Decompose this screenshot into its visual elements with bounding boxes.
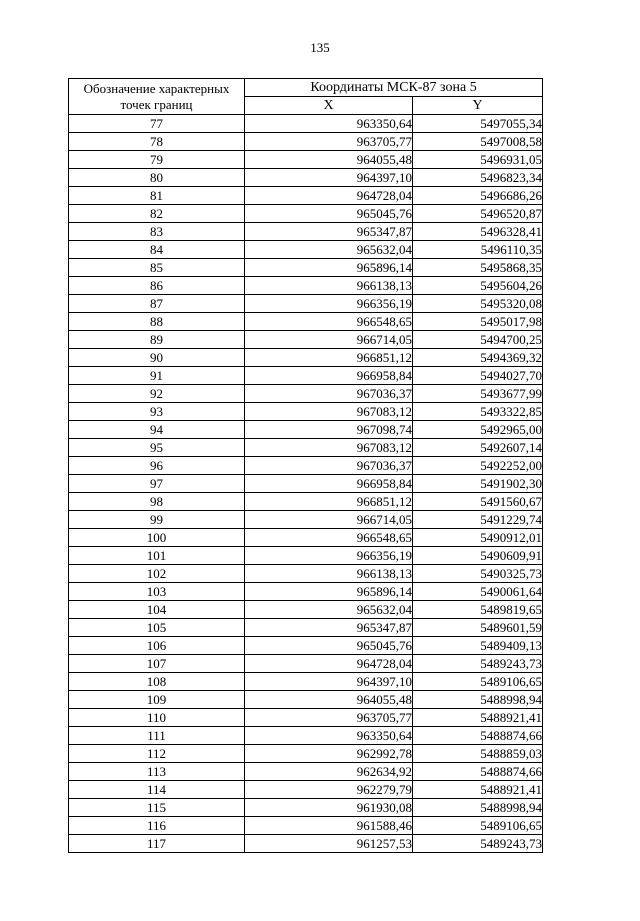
table-row bbox=[69, 151, 543, 169]
table-row bbox=[69, 313, 543, 331]
x-cell: 966851,12 bbox=[245, 349, 413, 367]
y-cell: 5492965,00 bbox=[413, 421, 543, 439]
y-cell: 5489243,73 bbox=[413, 835, 543, 853]
table-row bbox=[69, 349, 543, 367]
y-cell: 5490912,01 bbox=[413, 529, 543, 547]
point-cell: 79 bbox=[69, 151, 245, 169]
y-cell: 5489601,59 bbox=[413, 619, 543, 637]
x-cell: 963350,64 bbox=[245, 727, 413, 745]
point-cell: 95 bbox=[69, 439, 245, 457]
table-row bbox=[69, 691, 543, 709]
y-cell: 5496520,87 bbox=[413, 205, 543, 223]
x-cell: 967083,12 bbox=[245, 439, 413, 457]
table-row bbox=[69, 781, 543, 799]
table-row bbox=[69, 529, 543, 547]
point-cell: 109 bbox=[69, 691, 245, 709]
header-point-designation: Обозначение характерных точек границ bbox=[69, 79, 245, 115]
y-cell: 5496823,34 bbox=[413, 169, 543, 187]
x-cell: 963350,64 bbox=[245, 115, 413, 133]
x-cell: 967098,74 bbox=[245, 421, 413, 439]
point-cell: 115 bbox=[69, 799, 245, 817]
y-cell: 5489819,65 bbox=[413, 601, 543, 619]
y-cell: 5491560,67 bbox=[413, 493, 543, 511]
x-cell: 965896,14 bbox=[245, 259, 413, 277]
header-coordinates: Координаты МСК-87 зона 5 bbox=[245, 79, 543, 97]
table-row bbox=[69, 457, 543, 475]
point-cell: 91 bbox=[69, 367, 245, 385]
table-row bbox=[69, 187, 543, 205]
table-row bbox=[69, 295, 543, 313]
x-cell: 965632,04 bbox=[245, 241, 413, 259]
table-row bbox=[69, 493, 543, 511]
point-cell: 93 bbox=[69, 403, 245, 421]
point-cell: 107 bbox=[69, 655, 245, 673]
y-cell: 5494700,25 bbox=[413, 331, 543, 349]
x-cell: 966356,19 bbox=[245, 547, 413, 565]
table-row bbox=[69, 223, 543, 241]
x-cell: 963705,77 bbox=[245, 133, 413, 151]
point-cell: 102 bbox=[69, 565, 245, 583]
point-cell: 84 bbox=[69, 241, 245, 259]
table-row bbox=[69, 511, 543, 529]
table-row bbox=[69, 277, 543, 295]
y-cell: 5488859,03 bbox=[413, 745, 543, 763]
point-cell: 92 bbox=[69, 385, 245, 403]
x-cell: 967083,12 bbox=[245, 403, 413, 421]
table-row bbox=[69, 331, 543, 349]
table-row bbox=[69, 367, 543, 385]
y-cell: 5490061,64 bbox=[413, 583, 543, 601]
point-cell: 103 bbox=[69, 583, 245, 601]
table-row bbox=[69, 637, 543, 655]
x-cell: 965896,14 bbox=[245, 583, 413, 601]
point-cell: 86 bbox=[69, 277, 245, 295]
x-cell: 966548,65 bbox=[245, 529, 413, 547]
x-cell: 961257,53 bbox=[245, 835, 413, 853]
point-cell: 114 bbox=[69, 781, 245, 799]
x-cell: 966138,13 bbox=[245, 277, 413, 295]
point-cell: 99 bbox=[69, 511, 245, 529]
x-cell: 962992,78 bbox=[245, 745, 413, 763]
table-row bbox=[69, 583, 543, 601]
y-cell: 5497008,58 bbox=[413, 133, 543, 151]
y-cell: 5495017,98 bbox=[413, 313, 543, 331]
table-row bbox=[69, 169, 543, 187]
y-cell: 5488998,94 bbox=[413, 691, 543, 709]
x-cell: 963705,77 bbox=[245, 709, 413, 727]
point-cell: 81 bbox=[69, 187, 245, 205]
y-cell: 5488921,41 bbox=[413, 709, 543, 727]
y-cell: 5491902,30 bbox=[413, 475, 543, 493]
table-row bbox=[69, 259, 543, 277]
point-cell: 87 bbox=[69, 295, 245, 313]
x-cell: 966958,84 bbox=[245, 475, 413, 493]
table-row bbox=[69, 745, 543, 763]
x-cell: 966851,12 bbox=[245, 493, 413, 511]
coordinates-table bbox=[68, 78, 543, 853]
table-row bbox=[69, 763, 543, 781]
point-cell: 80 bbox=[69, 169, 245, 187]
x-cell: 966714,05 bbox=[245, 511, 413, 529]
y-cell: 5489106,65 bbox=[413, 817, 543, 835]
point-cell: 105 bbox=[69, 619, 245, 637]
y-cell: 5496686,26 bbox=[413, 187, 543, 205]
table-row bbox=[69, 475, 543, 493]
table-row bbox=[69, 403, 543, 421]
y-cell: 5495604,26 bbox=[413, 277, 543, 295]
y-cell: 5494369,32 bbox=[413, 349, 543, 367]
point-cell: 116 bbox=[69, 817, 245, 835]
point-cell: 85 bbox=[69, 259, 245, 277]
x-cell: 962634,92 bbox=[245, 763, 413, 781]
point-cell: 112 bbox=[69, 745, 245, 763]
table-row bbox=[69, 601, 543, 619]
header-y: Y bbox=[413, 97, 543, 115]
x-cell: 964397,10 bbox=[245, 169, 413, 187]
x-cell: 965045,76 bbox=[245, 205, 413, 223]
x-cell: 965045,76 bbox=[245, 637, 413, 655]
y-cell: 5495320,08 bbox=[413, 295, 543, 313]
y-cell: 5496931,05 bbox=[413, 151, 543, 169]
point-cell: 104 bbox=[69, 601, 245, 619]
y-cell: 5488998,94 bbox=[413, 799, 543, 817]
point-cell: 106 bbox=[69, 637, 245, 655]
y-cell: 5489243,73 bbox=[413, 655, 543, 673]
x-cell: 964055,48 bbox=[245, 691, 413, 709]
y-cell: 5496110,35 bbox=[413, 241, 543, 259]
point-cell: 77 bbox=[69, 115, 245, 133]
y-cell: 5492252,00 bbox=[413, 457, 543, 475]
table-row bbox=[69, 385, 543, 403]
point-cell: 89 bbox=[69, 331, 245, 349]
point-cell: 82 bbox=[69, 205, 245, 223]
y-cell: 5493677,99 bbox=[413, 385, 543, 403]
x-cell: 966714,05 bbox=[245, 331, 413, 349]
table-row bbox=[69, 655, 543, 673]
point-cell: 101 bbox=[69, 547, 245, 565]
y-cell: 5488874,66 bbox=[413, 763, 543, 781]
point-cell: 90 bbox=[69, 349, 245, 367]
point-cell: 111 bbox=[69, 727, 245, 745]
x-cell: 964397,10 bbox=[245, 673, 413, 691]
header-x: X bbox=[245, 97, 413, 115]
x-cell: 966356,19 bbox=[245, 295, 413, 313]
table-row bbox=[69, 799, 543, 817]
point-cell: 100 bbox=[69, 529, 245, 547]
x-cell: 965347,87 bbox=[245, 619, 413, 637]
table-row bbox=[69, 619, 543, 637]
y-cell: 5493322,85 bbox=[413, 403, 543, 421]
table-row bbox=[69, 439, 543, 457]
table-row bbox=[69, 727, 543, 745]
x-cell: 962279,79 bbox=[245, 781, 413, 799]
x-cell: 967036,37 bbox=[245, 385, 413, 403]
x-cell: 964728,04 bbox=[245, 655, 413, 673]
table-row bbox=[69, 835, 543, 853]
point-cell: 110 bbox=[69, 709, 245, 727]
x-cell: 964055,48 bbox=[245, 151, 413, 169]
point-cell: 97 bbox=[69, 475, 245, 493]
y-cell: 5494027,70 bbox=[413, 367, 543, 385]
y-cell: 5489106,65 bbox=[413, 673, 543, 691]
x-cell: 965347,87 bbox=[245, 223, 413, 241]
x-cell: 967036,37 bbox=[245, 457, 413, 475]
point-cell: 94 bbox=[69, 421, 245, 439]
x-cell: 964728,04 bbox=[245, 187, 413, 205]
y-cell: 5496328,41 bbox=[413, 223, 543, 241]
table-row bbox=[69, 115, 543, 133]
x-cell: 966548,65 bbox=[245, 313, 413, 331]
point-cell: 108 bbox=[69, 673, 245, 691]
x-cell: 966958,84 bbox=[245, 367, 413, 385]
page-number: 135 bbox=[310, 40, 330, 55]
table-row bbox=[69, 817, 543, 835]
table-row bbox=[69, 421, 543, 439]
point-cell: 78 bbox=[69, 133, 245, 151]
point-cell: 88 bbox=[69, 313, 245, 331]
point-cell: 113 bbox=[69, 763, 245, 781]
y-cell: 5489409,13 bbox=[413, 637, 543, 655]
y-cell: 5490325,73 bbox=[413, 565, 543, 583]
point-cell: 96 bbox=[69, 457, 245, 475]
table-row bbox=[69, 673, 543, 691]
table-row bbox=[69, 205, 543, 223]
point-cell: 117 bbox=[69, 835, 245, 853]
y-cell: 5497055,34 bbox=[413, 115, 543, 133]
point-cell: 98 bbox=[69, 493, 245, 511]
y-cell: 5492607,14 bbox=[413, 439, 543, 457]
table-row bbox=[69, 547, 543, 565]
x-cell: 966138,13 bbox=[245, 565, 413, 583]
x-cell: 961588,46 bbox=[245, 817, 413, 835]
x-cell: 961930,08 bbox=[245, 799, 413, 817]
y-cell: 5495868,35 bbox=[413, 259, 543, 277]
x-cell: 965632,04 bbox=[245, 601, 413, 619]
table-row bbox=[69, 241, 543, 259]
table-row bbox=[69, 565, 543, 583]
point-cell: 83 bbox=[69, 223, 245, 241]
y-cell: 5488921,41 bbox=[413, 781, 543, 799]
table-row bbox=[69, 133, 543, 151]
y-cell: 5490609,91 bbox=[413, 547, 543, 565]
y-cell: 5488874,66 bbox=[413, 727, 543, 745]
y-cell: 5491229,74 bbox=[413, 511, 543, 529]
table-row bbox=[69, 709, 543, 727]
